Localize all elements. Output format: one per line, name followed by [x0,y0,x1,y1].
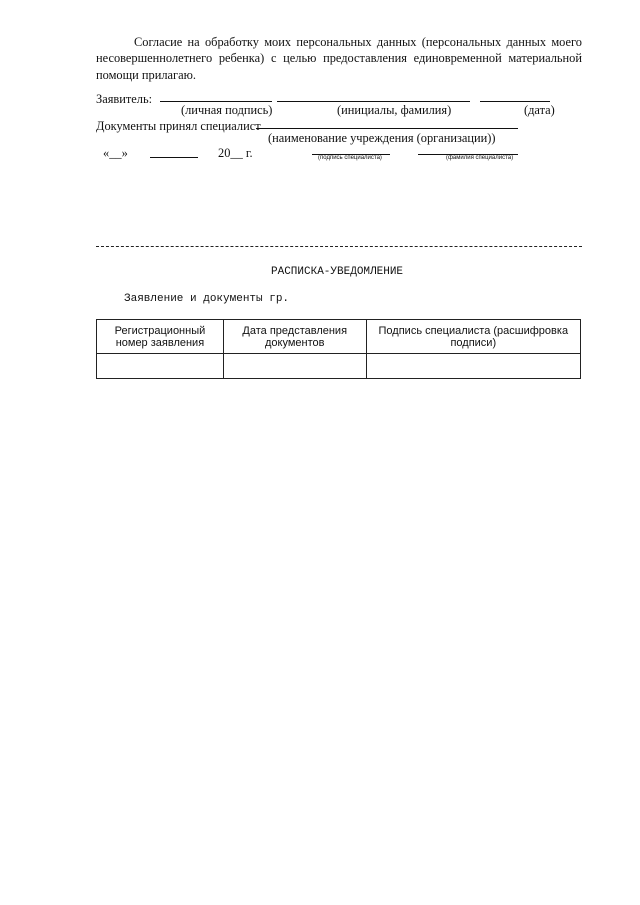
cell-registration-number[interactable] [97,354,224,379]
receipt-title: РАСПИСКА-УВЕДОМЛЕНИЕ [271,266,404,278]
cell-specialist-signature[interactable] [366,354,580,379]
date-day: «__» [103,146,128,160]
consent-paragraph: Согласие на обработку моих персональных данных (персональных данных моего несовершеннолетнего ребенка) с целью предоставления единовременной материальной помощи прилагаю. [96,35,582,82]
registration-table [96,319,581,379]
date-month-line[interactable] [150,157,198,158]
header-submission-date: Дата представления документов [223,320,366,354]
specialist-signature-caption: (подпись специалиста) [318,155,382,161]
date-caption: (дата) [524,103,555,117]
specialist-name-caption: (фамилия специалиста) [446,155,514,161]
name-line[interactable] [277,101,470,102]
date-line[interactable] [480,101,550,102]
table-header-row [97,320,581,354]
signature-caption: (личная подпись) [181,103,273,117]
receipt-statement: Заявление и документы гр. [124,293,290,305]
signature-line[interactable] [160,101,272,102]
name-caption: (инициалы, фамилия) [337,103,452,117]
specialist-label: Документы принял специалист [96,119,261,133]
header-registration-number: Регистрационный номер заявления [97,320,224,354]
header-specialist-signature: Подпись специалиста (расшифровка подписи) [366,320,580,354]
institution-caption: (наименование учреждения (организации)) [268,131,496,145]
date-year: 20__ г. [218,146,253,160]
cell-submission-date[interactable] [223,354,366,379]
cut-line [96,246,582,247]
institution-line[interactable] [256,128,518,129]
table-row [97,354,581,379]
applicant-label: Заявитель: [96,92,153,106]
